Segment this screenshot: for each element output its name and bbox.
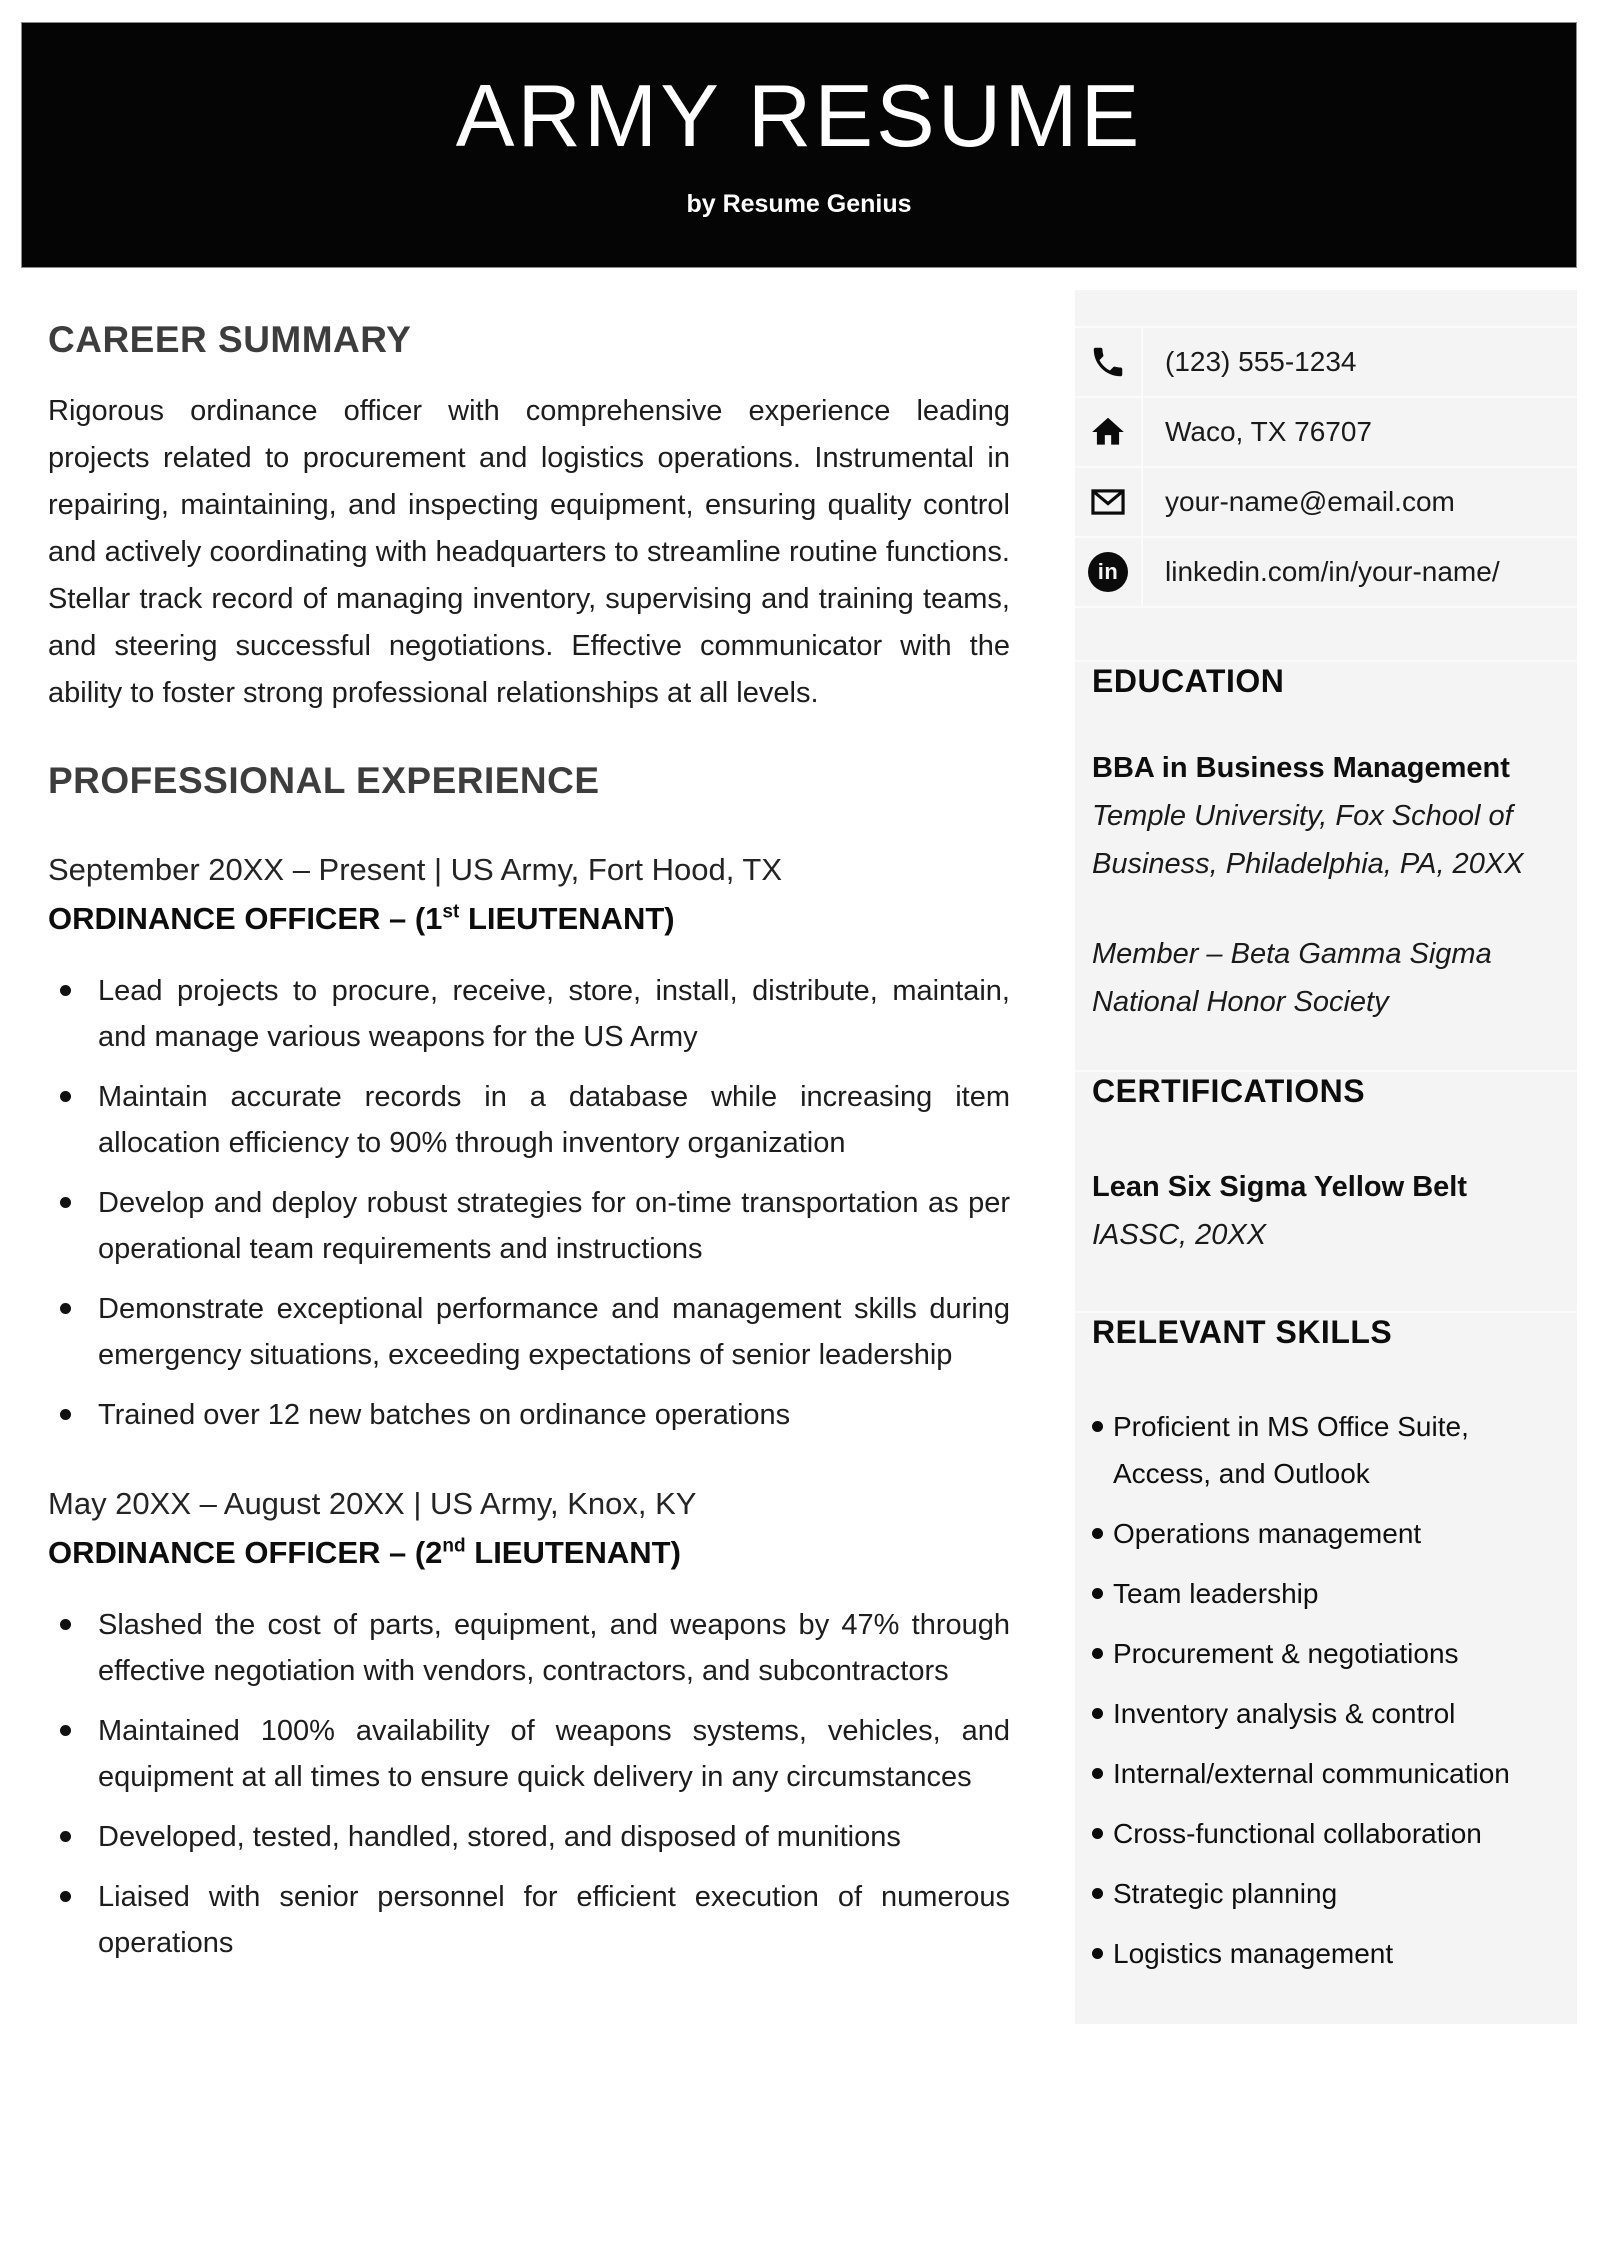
page-subtitle: by Resume Genius bbox=[686, 189, 912, 218]
job-bullet-text: Develop and deploy robust strategies for on-time transportation as per operational team requirements and instructions bbox=[98, 1186, 1010, 1265]
job-title-text: LIEUTENANT) bbox=[459, 900, 675, 936]
skill-text: Operations management bbox=[1113, 1518, 1422, 1550]
job-bullet-text: Maintained 100% availability of weapons systems, vehicles, and equipment at all times to ensure quick delivery in any circumstances bbox=[98, 1714, 1010, 1793]
job-bullet bbox=[48, 1708, 1010, 1800]
career-summary-text: Rigorous ordinance officer with comprehensive experience leading projects related to procurement and logistics operations. Instrumental in repairing, maintaining, and inspecting equipment, ensuring quality control and actively coordinating with headquarters to streamline routine functions. Stellar track record of managing inventory, supervising and training teams, and steering successful negotiations. Effective communicator with the ability to foster strong professional relationships at all levels. bbox=[48, 395, 1010, 710]
bullet-dot-icon bbox=[1092, 1888, 1103, 1899]
sidebar bbox=[1075, 290, 1577, 2024]
skill-item bbox=[1092, 1630, 1551, 1677]
bullet-dot-icon bbox=[60, 1725, 71, 1736]
job-bullet-text: Developed, tested, handled, stored, and disposed of munitions bbox=[98, 1820, 901, 1853]
education-heading: EDUCATION bbox=[1092, 663, 1285, 699]
job-bullet bbox=[48, 1180, 1010, 1272]
phone-icon bbox=[1075, 328, 1143, 396]
bullet-dot-icon bbox=[60, 1409, 71, 1420]
skills-heading: RELEVANT SKILLS bbox=[1092, 1313, 1393, 1350]
job-bullet-text: Liaised with senior personnel for efficient execution of numerous operations bbox=[98, 1880, 1010, 1959]
certification-issuer: IASSC, 20XX bbox=[1092, 1218, 1267, 1251]
page-title: ARMY RESUME bbox=[455, 65, 1143, 165]
certifications-heading: CERTIFICATIONS bbox=[1092, 1073, 1366, 1110]
skills-section bbox=[1075, 1311, 1577, 1977]
email-address: your-name@email.com bbox=[1165, 486, 1455, 517]
bullet-dot-icon bbox=[60, 1891, 71, 1902]
linkedin-icon bbox=[1075, 538, 1143, 606]
career-summary-heading: CAREER SUMMARY bbox=[48, 319, 412, 360]
job-bullet bbox=[48, 1286, 1010, 1378]
bullet-dot-icon bbox=[60, 1197, 71, 1208]
bullet-dot-icon bbox=[1092, 1528, 1103, 1539]
phone-number: (123) 555-1234 bbox=[1165, 346, 1357, 377]
job-bullet bbox=[48, 968, 1010, 1060]
job-dateline: September 20XX – Present | US Army, Fort Hood, TX bbox=[48, 851, 782, 887]
job-entry bbox=[48, 848, 1010, 1438]
contact-section bbox=[1075, 326, 1577, 608]
skill-text: Strategic planning bbox=[1113, 1878, 1338, 1910]
job-bullet-list bbox=[48, 1602, 1010, 1966]
job-bullet bbox=[48, 1814, 1010, 1860]
bullet-dot-icon bbox=[1092, 1421, 1103, 1432]
bullet-dot-icon bbox=[1092, 1588, 1103, 1599]
email-icon bbox=[1075, 468, 1143, 536]
skill-item bbox=[1092, 1403, 1551, 1497]
job-bullet bbox=[48, 1602, 1010, 1694]
skill-text: Team leadership bbox=[1113, 1578, 1319, 1610]
job-dateline: May 20XX – August 20XX | US Army, Knox, KY bbox=[48, 1485, 697, 1521]
home-icon bbox=[1075, 398, 1143, 466]
linkedin-glyph: in bbox=[1088, 552, 1128, 592]
job-bullet-text: Lead projects to procure, receive, store, install, distribute, maintain, and manage various weapons for the US Army bbox=[98, 974, 1010, 1053]
job-bullet-list bbox=[48, 968, 1010, 1438]
job-title-text: ORDINANCE OFFICER – (2 bbox=[48, 1534, 443, 1570]
skills-list bbox=[1092, 1403, 1551, 1977]
skill-item bbox=[1092, 1510, 1551, 1557]
job-title-text: ORDINANCE OFFICER – (1 bbox=[48, 900, 443, 936]
skill-text: Cross-functional collaboration bbox=[1113, 1818, 1482, 1850]
certification-name: Lean Six Sigma Yellow Belt bbox=[1092, 1170, 1467, 1203]
bullet-dot-icon bbox=[1092, 1768, 1103, 1779]
bullet-dot-icon bbox=[60, 1091, 71, 1102]
skill-text: Internal/external communication bbox=[1113, 1758, 1510, 1790]
job-title bbox=[48, 897, 1010, 942]
job-title-ordinal: nd bbox=[442, 1535, 466, 1557]
skill-text: Logistics management bbox=[1113, 1938, 1394, 1970]
job-bullet-text: Trained over 12 new batches on ordinance operations bbox=[98, 1398, 791, 1431]
education-membership: Member – Beta Gamma Sigma National Honor Society bbox=[1092, 938, 1492, 1019]
main-column bbox=[48, 318, 1010, 1980]
linkedin-url: linkedin.com/in/your-name/ bbox=[1165, 556, 1500, 587]
bullet-dot-icon bbox=[1092, 1948, 1103, 1959]
skill-item bbox=[1092, 1870, 1551, 1917]
education-section bbox=[1075, 660, 1577, 1026]
job-bullet bbox=[48, 1392, 1010, 1438]
education-degree: BBA in Business Management bbox=[1092, 752, 1510, 785]
skill-text: Procurement & negotiations bbox=[1113, 1638, 1459, 1670]
bullet-dot-icon bbox=[60, 985, 71, 996]
education-school: Temple University, Fox School of Business, Philadelphia, PA, 20XX bbox=[1092, 800, 1524, 881]
contact-row-phone bbox=[1075, 328, 1577, 398]
job-bullet-text: Demonstrate exceptional performance and management skills during emergency situations, exceeding expectations of senior leadership bbox=[98, 1292, 1010, 1371]
skill-item bbox=[1092, 1750, 1551, 1797]
bullet-dot-icon bbox=[60, 1303, 71, 1314]
skill-text: Proficient in MS Office Suite, Access, and Outlook bbox=[1113, 1411, 1469, 1490]
header-banner bbox=[21, 22, 1577, 268]
job-bullet bbox=[48, 1874, 1010, 1966]
job-title bbox=[48, 1531, 1010, 1576]
contact-row-email bbox=[1075, 468, 1577, 538]
contact-row-linkedin bbox=[1075, 538, 1577, 608]
job-bullet-text: Slashed the cost of parts, equipment, and weapons by 47% through effective negotiation with vendors, contractors, and subcontractors bbox=[98, 1608, 1010, 1687]
bullet-dot-icon bbox=[1092, 1708, 1103, 1719]
job-entry bbox=[48, 1482, 1010, 1966]
bullet-dot-icon bbox=[60, 1619, 71, 1630]
address-text: Waco, TX 76707 bbox=[1165, 416, 1373, 447]
bullet-dot-icon bbox=[1092, 1828, 1103, 1839]
skill-item bbox=[1092, 1690, 1551, 1737]
skill-item bbox=[1092, 1930, 1551, 1977]
experience-heading: PROFESSIONAL EXPERIENCE bbox=[48, 760, 600, 802]
job-title-ordinal: st bbox=[442, 901, 460, 923]
contact-row-address bbox=[1075, 398, 1577, 468]
job-bullet bbox=[48, 1074, 1010, 1166]
certifications-section bbox=[1075, 1070, 1577, 1258]
job-bullet-text: Maintain accurate records in a database while increasing item allocation efficiency to 90% through inventory organization bbox=[98, 1080, 1010, 1159]
skill-item bbox=[1092, 1570, 1551, 1617]
bullet-dot-icon bbox=[60, 1831, 71, 1842]
bullet-dot-icon bbox=[1092, 1648, 1103, 1659]
skill-text: Inventory analysis & control bbox=[1113, 1698, 1456, 1730]
job-title-text: LIEUTENANT) bbox=[465, 1534, 681, 1570]
skill-item bbox=[1092, 1810, 1551, 1857]
